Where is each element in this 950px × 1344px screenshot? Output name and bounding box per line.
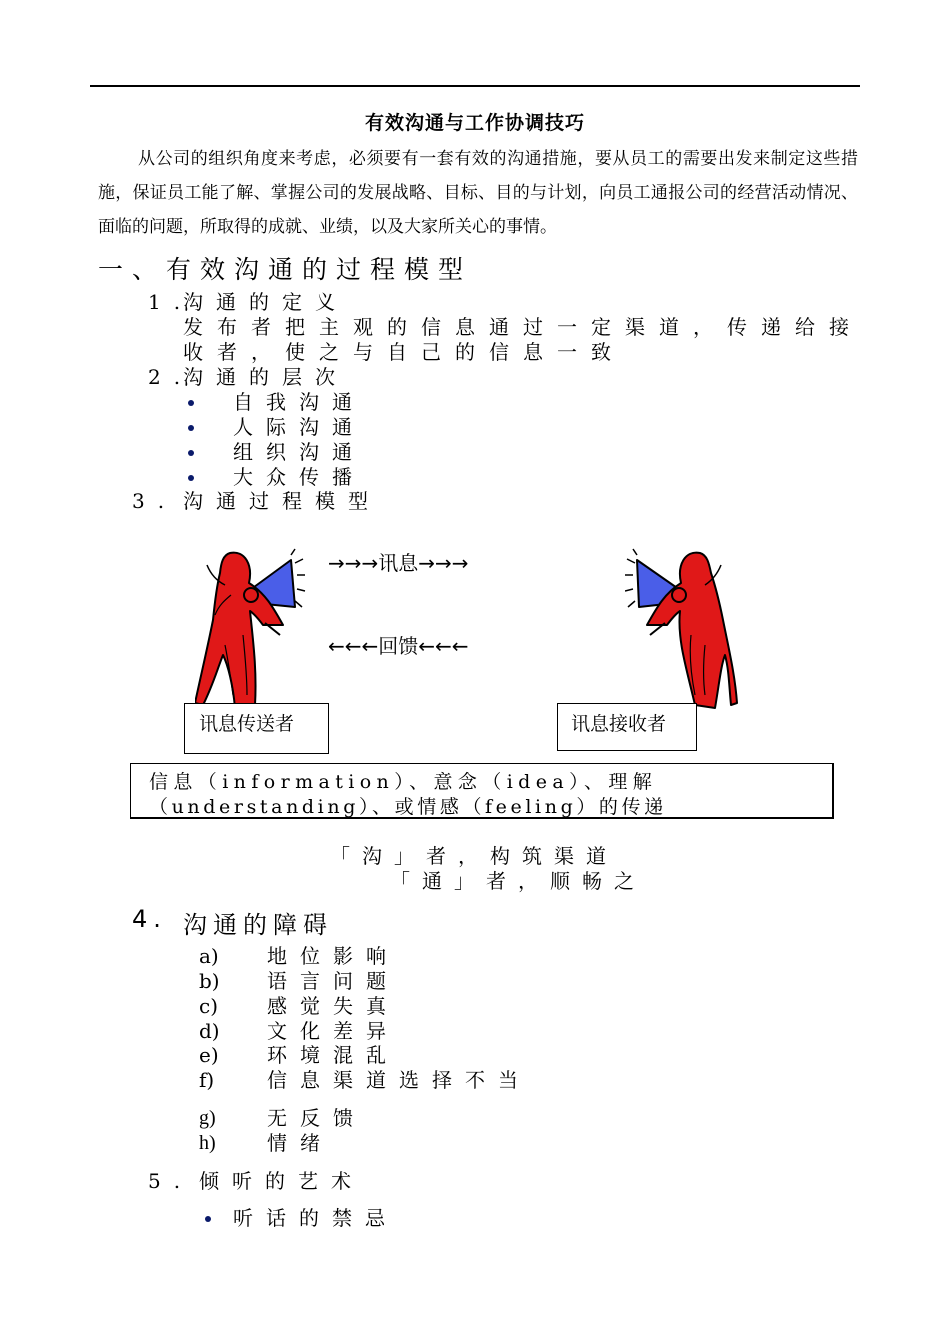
receiver-label: 讯息接收者: [571, 713, 667, 735]
item2-number: 2.: [148, 365, 194, 389]
transmission-box: [130, 763, 834, 819]
obstacle-item: 情绪: [267, 1131, 333, 1155]
level-item: 人际沟通: [233, 415, 365, 439]
feedback-arrow: ←←←回馈←←←: [328, 634, 469, 658]
obstacle-marker: d): [199, 1019, 220, 1043]
obstacle-item: 无反馈: [267, 1106, 366, 1130]
sender-box: [184, 703, 329, 754]
intro-paragraph: 从公司的组织角度来考虑，必须要有一套有效的沟通措施，要从员工的需要出发来制定这些措施，保证员工能了解、掌握公司的发展战略、目标、目的与计划，向员工通报公司的经营活动情况、面临的问题，所取得的成就、业绩，以及大家所关心的事情。: [98, 149, 858, 237]
section-heading: 一、有效沟通的过程模型: [98, 255, 473, 284]
receiver-box: [557, 703, 697, 751]
obstacle-marker: a): [199, 944, 219, 968]
obstacle-item: 语言问题: [267, 969, 399, 993]
listening-item: 听话的禁忌: [233, 1206, 398, 1230]
bullet-icon: [188, 475, 194, 481]
item4-number: 4.: [132, 905, 167, 933]
transmission-line1: 信息（information）、意念（idea）、理解: [149, 771, 658, 793]
forward-message-arrow: →→→讯息→→→: [328, 551, 469, 575]
item1-number: 1.: [148, 290, 194, 314]
obstacle-marker: b): [199, 969, 220, 993]
item5-title: 倾听的艺术: [199, 1169, 364, 1193]
quote-line2: 「通」者，顺畅之: [390, 869, 646, 893]
document-title: 有效沟通与工作协调技巧: [364, 112, 585, 134]
receiver-figure-icon: [625, 545, 740, 715]
item5-number: 5.: [148, 1169, 194, 1193]
item4-title: 沟通的障碍: [183, 911, 333, 939]
sender-figure-icon: [195, 545, 310, 715]
item3-title: 沟通过程模型: [183, 489, 381, 513]
item1-definition-line2: 收者，使之与自己的信息一致: [183, 340, 625, 364]
quote-line1: 「沟」者，构筑渠道: [330, 844, 618, 868]
obstacle-item: 环境混乱: [267, 1043, 399, 1067]
bullet-icon: [188, 400, 194, 406]
obstacle-marker: f): [199, 1068, 215, 1092]
sender-label: 讯息传送者: [199, 713, 295, 735]
level-item: 大众传播: [233, 465, 365, 489]
header-rule: [90, 85, 860, 87]
obstacle-marker: c): [199, 994, 219, 1018]
obstacle-marker: e): [199, 1043, 219, 1067]
transmission-line2: （understanding）、或情感（feeling）的传递: [149, 796, 667, 818]
bullet-icon: [205, 1216, 211, 1222]
obstacle-item: 信息渠道选择不当: [267, 1068, 531, 1092]
level-item: 组织沟通: [233, 440, 365, 464]
item1-title: 沟通的定义: [183, 290, 348, 314]
obstacle-item: 地位影响: [267, 944, 399, 968]
obstacle-marker: h): [199, 1132, 216, 1154]
obstacle-item: 文化差异: [267, 1019, 399, 1043]
item2-title: 沟通的层次: [183, 365, 348, 389]
bullet-icon: [188, 450, 194, 456]
item3-number: 3.: [132, 489, 178, 513]
obstacle-marker: g): [199, 1107, 216, 1129]
item1-definition-line1: 发布者把主观的信息通过一定渠道，传递给接: [183, 315, 863, 339]
obstacle-item: 感觉失真: [267, 994, 399, 1018]
level-item: 自我沟通: [233, 390, 365, 414]
bullet-icon: [188, 425, 194, 431]
